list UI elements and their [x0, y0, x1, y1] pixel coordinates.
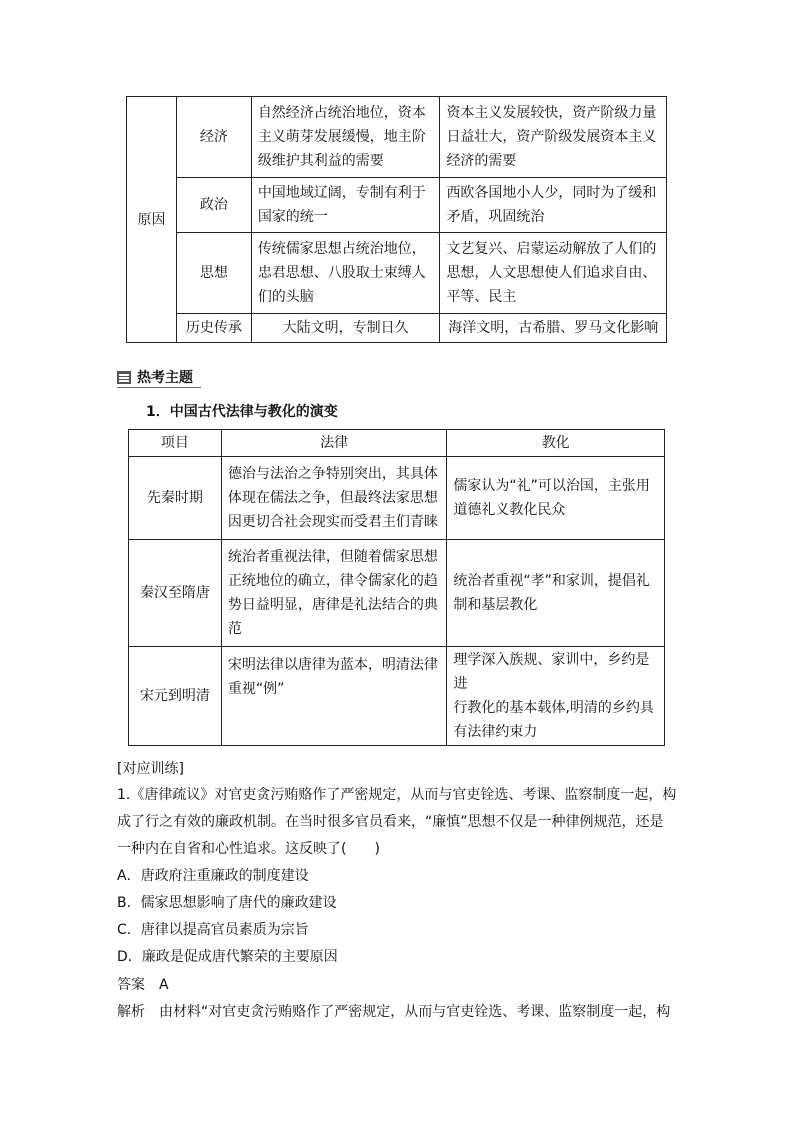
law-cell: 宋明法律以唐律为蓝本，明清法律 重视“例” [221, 647, 447, 746]
china-cell: 大陆文明，专制日久 [251, 314, 440, 343]
option-b: B．儒家思想影响了唐代的廉政建设 [117, 895, 337, 911]
option-a: A．唐政府注重廉政的制度建设 [117, 868, 309, 884]
table-row [127, 97, 667, 178]
analysis-label: 解析 [117, 1004, 145, 1020]
row-label: 政治 [176, 178, 251, 233]
row-label: 历史传承 [176, 314, 251, 343]
west-cell: 资本主义发展较快，资产阶级力量 日益壮大，资产阶级发展资本主义 经济的需要 [440, 97, 667, 178]
option-c: C．唐律以提高官员素质为宗旨 [117, 922, 309, 938]
west-cell: 海洋文明，古希腊、罗马文化影响 [440, 314, 667, 343]
education-cell: 理学深入族规、家训中，乡约是进 行教化的基本载体,明清的乡约具 有法律约束力 [447, 647, 665, 746]
exercise-heading: [对应训练] [117, 761, 184, 777]
table-row [127, 314, 667, 343]
heading-underline [117, 387, 201, 388]
china-cell: 传统儒家思想占统治地位， 忠君思想、八股取士束缚人 们的头脑 [251, 233, 440, 314]
answer-line [117, 972, 169, 998]
china-cell: 中国地域辽阔，专制有利于 国家的统一 [251, 178, 440, 233]
analysis-text: 由材料“对官吏贪污贿赂作了严密规定，从而与官吏铨选、考课、监察制度一起，构 [159, 1004, 671, 1020]
question-line: 一种内在自省和心性追求。这反映了( ) [117, 841, 380, 857]
row-label: 经济 [176, 97, 251, 178]
answer-value: A [159, 977, 169, 993]
law-cell: 德治与法治之争特别突出，其具体 体现在儒法之争，但最终法家思想 因更切合社会现实而受君主们青睐 [221, 457, 447, 540]
table-row [129, 540, 665, 647]
question-line: 1.《唐律疏议》对官吏贪污贿赂作了严密规定，从而与官吏铨选、考课、监察制度一起，构 [117, 787, 677, 803]
table-row [127, 233, 667, 314]
option-d: D．廉政是促成唐代繁荣的主要原因 [117, 949, 338, 965]
cause-comparison-table [126, 96, 667, 343]
table-header-row [129, 430, 665, 457]
period-cell: 先秦时期 [129, 457, 222, 540]
row-label: 思想 [176, 233, 251, 314]
list-icon [117, 371, 131, 384]
question-line: 成了行之有效的廉政机制。在当时很多官员看来，“廉慎”思想不仅是一种律例规范，还是 [117, 814, 664, 830]
west-cell: 西欧各国地小人少，同时为了缓和 矛盾，巩固统治 [440, 178, 667, 233]
row-header-cause: 原因 [127, 97, 177, 343]
law-education-table [128, 429, 665, 746]
column-header: 法律 [221, 430, 447, 457]
analysis-line [117, 999, 670, 1025]
column-header: 教化 [447, 430, 665, 457]
table-row [127, 178, 667, 233]
table-row [129, 457, 665, 540]
answer-label: 答案 [117, 977, 145, 993]
china-cell: 自然经济占统治地位，资本 主义萌芽发展缓慢，地主阶 级维护其利益的需要 [251, 97, 440, 178]
education-cell: 统治者重视“孝”和家训，提倡礼 制和基层教化 [447, 540, 665, 647]
hot-topic-heading [117, 368, 201, 388]
hot-topic-label: 热考主题 [137, 370, 193, 386]
table-row [129, 647, 665, 746]
west-cell: 文艺复兴、启蒙运动解放了人们的 思想，人文思想使人们追求自由、 平等、民主 [440, 233, 667, 314]
period-cell: 秦汉至隋唐 [129, 540, 222, 647]
law-cell: 统治者重视法律，但随着儒家思想 正统地位的确立，律令儒家化的趋 势日益明显，唐律是礼法结合的典 范 [221, 540, 447, 647]
period-cell: 宋元到明清 [129, 647, 222, 746]
education-cell: 儒家认为“礼”可以治国，主张用 道德礼义教化民众 [447, 457, 665, 540]
section-title: 1．中国古代法律与教化的演变 [146, 404, 338, 420]
column-header: 项目 [129, 430, 222, 457]
